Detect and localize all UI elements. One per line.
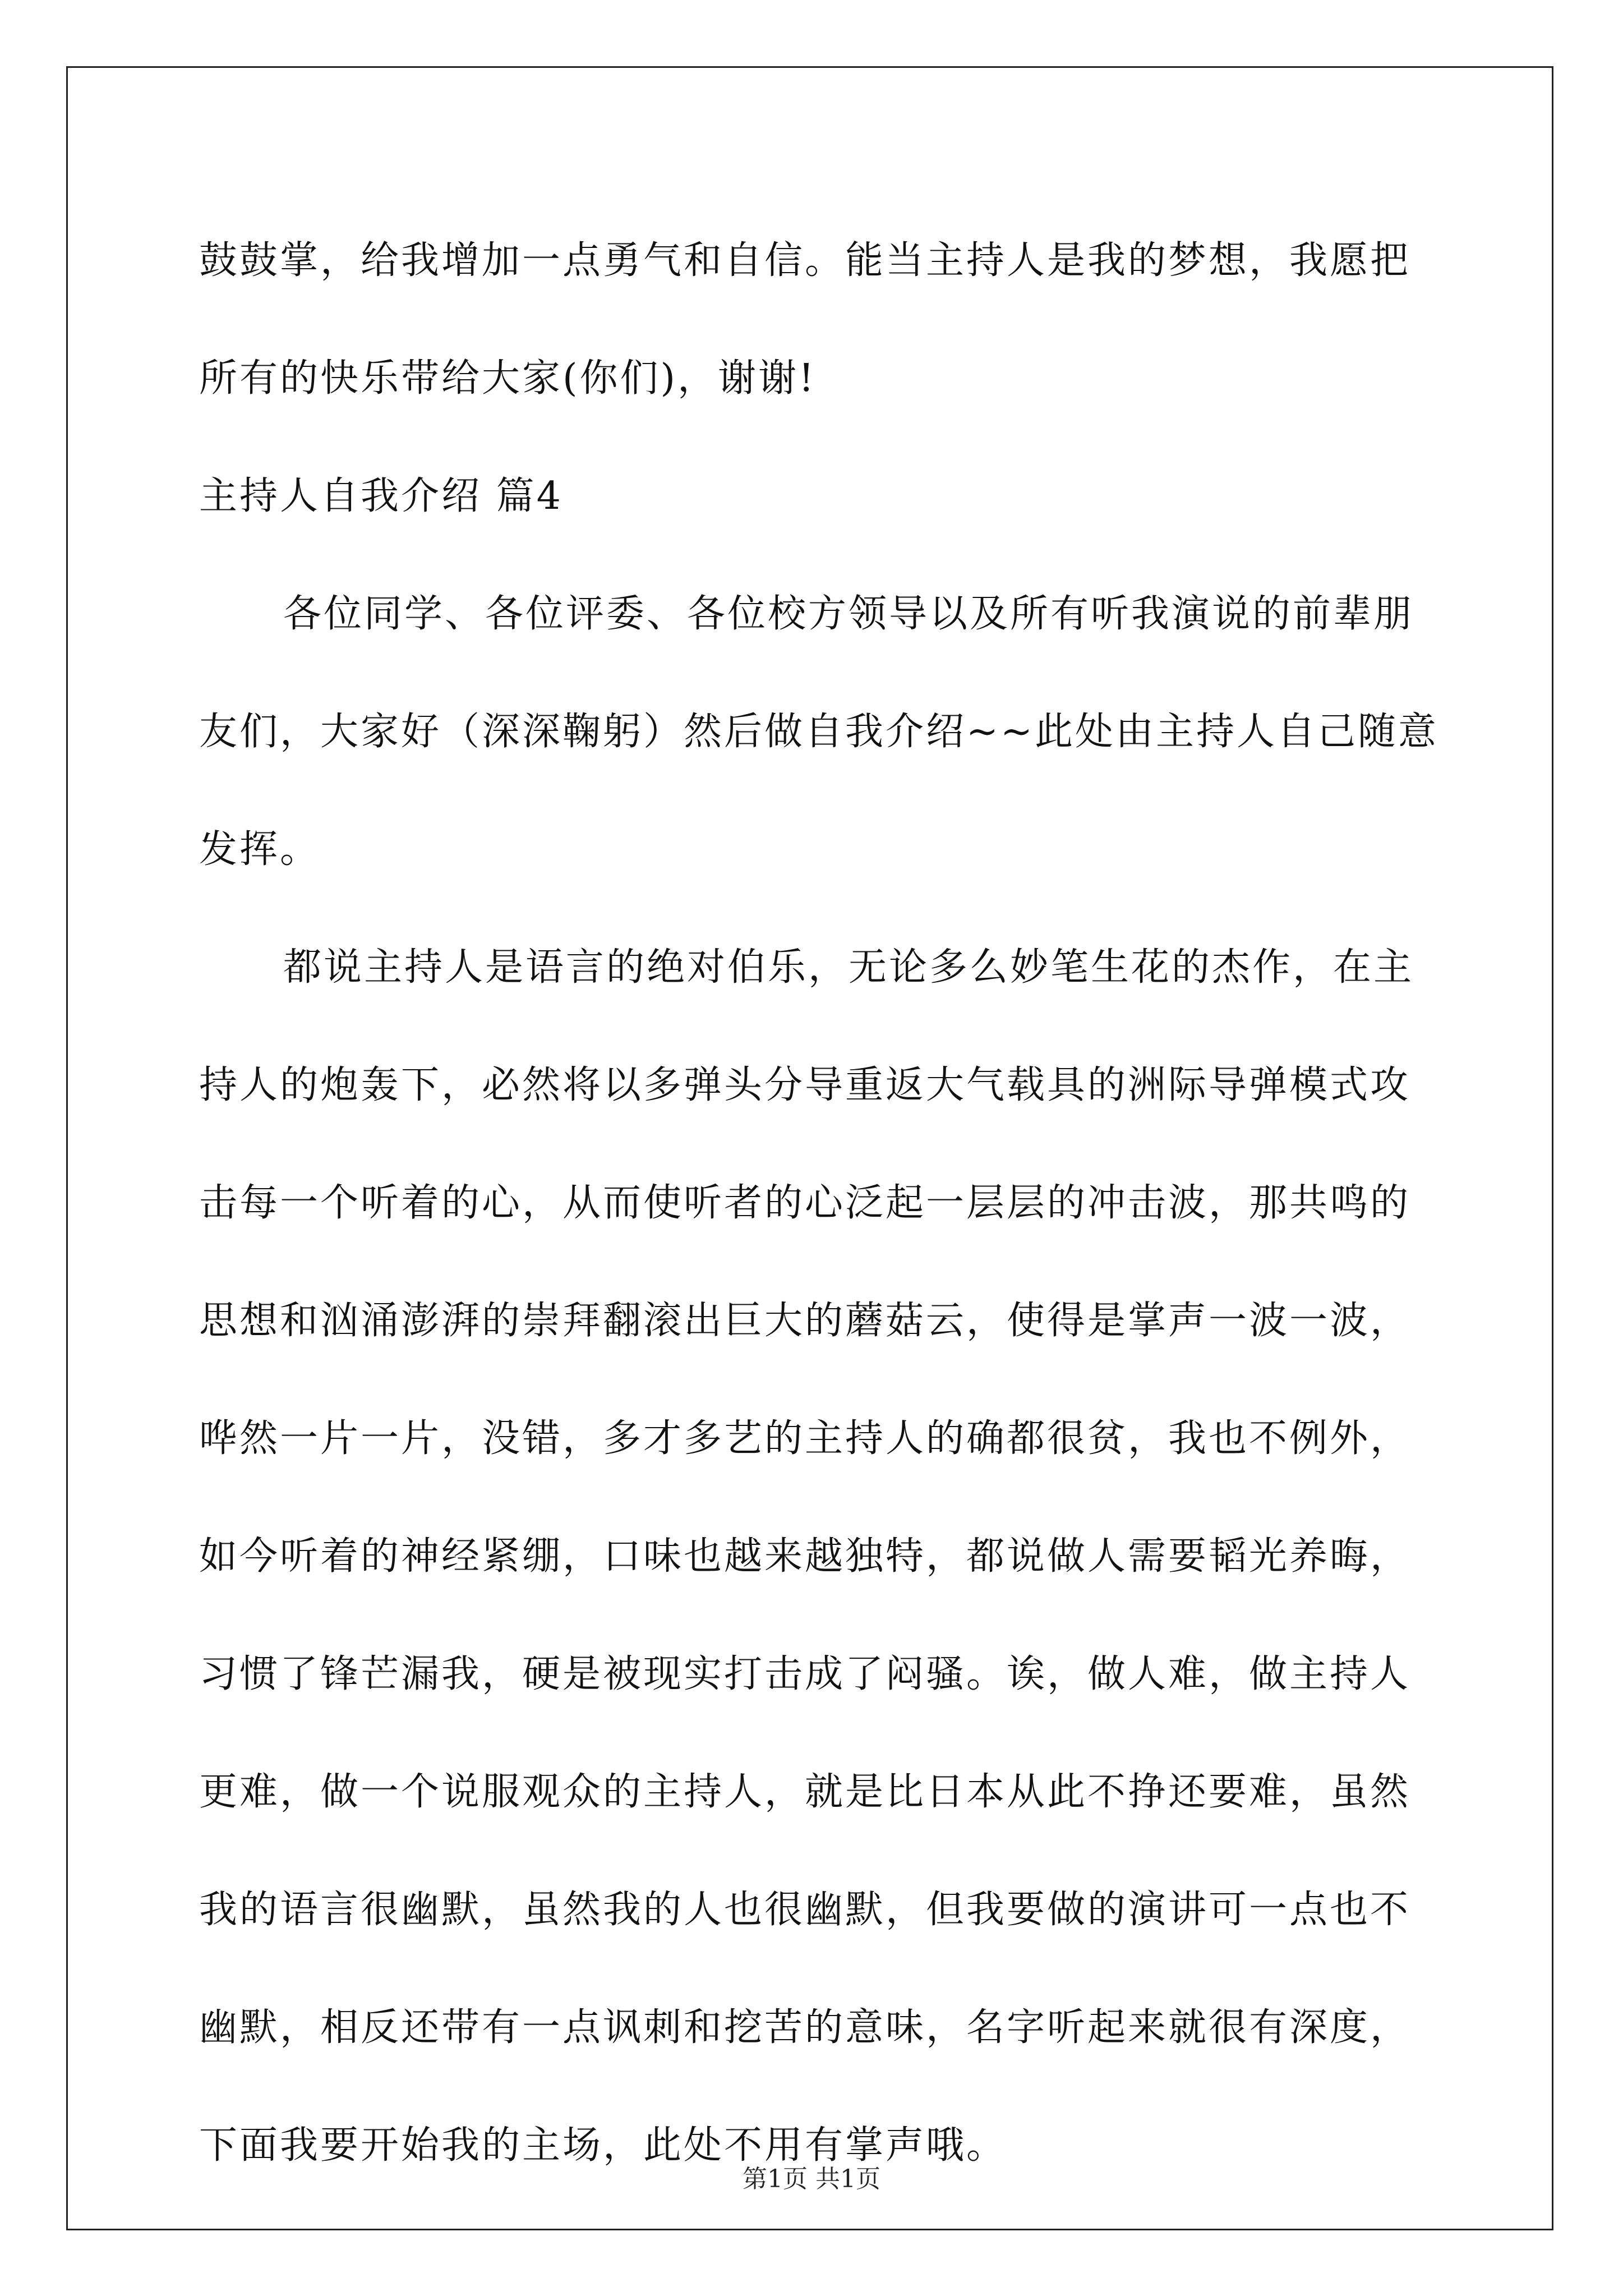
text-line: 习惯了锋芒漏我，硬是被现实打击成了闷骚。诶，做人难，做主持人 [199, 1652, 1411, 1696]
text-line: 思想和汹涌澎湃的崇拜翻滚出巨大的蘑菇云，使得是掌声一波一波， [199, 1299, 1411, 1343]
text-line: 击每一个听着的心，从而使听者的心泛起一层层的冲击波，那共鸣的 [199, 1181, 1411, 1225]
text-line: 我的语言很幽默，虽然我的人也很幽默，但我要做的演讲可一点也不 [199, 1888, 1411, 1932]
paragraph-first-line: 都说主持人是语言的绝对伯乐，无论多么妙笔生花的杰作，在主 [283, 945, 1414, 990]
paragraph-first-line: 各位同学、各位评委、各位校方领导以及所有听我演说的前辈朋 [283, 592, 1414, 636]
text-line: 哗然一片一片，没错，多才多艺的主持人的确都很贫，我也不例外， [199, 1416, 1411, 1461]
text-line: 鼓鼓掌，给我增加一点勇气和自信。能当主持人是我的梦想，我愿把 [199, 238, 1411, 283]
text-line: 所有的快乐带给大家(你们)，谢谢! [199, 356, 817, 401]
text-line: 下面我要开始我的主场，此处不用有掌声哦。 [199, 2123, 1007, 2168]
text-line: 幽默，相反还带有一点讽刺和挖苦的意味，名字听起来就很有深度， [199, 2005, 1411, 2050]
section-heading: 主持人自我介绍 篇4 [199, 474, 563, 518]
text-line: 更难，做一个说服观众的主持人，就是比日本从此不挣还要难，虽然 [199, 1770, 1411, 1814]
text-line: 发挥。 [199, 827, 321, 872]
text-line: 如今听着的神经紧绷，口味也越来越独特，都说做人需要韬光养晦， [199, 1534, 1411, 1579]
text-line: 持人的炮轰下，必然将以多弹头分导重返大气载具的洲际导弹模式攻 [199, 1063, 1411, 1107]
page-footer: 第1页 共1页 [743, 2165, 880, 2193]
text-line: 友们，大家好（深深鞠躬）然后做自我介绍~~此处由主持人自己随意 [199, 710, 1438, 754]
document-body [199, 202, 1438, 2205]
